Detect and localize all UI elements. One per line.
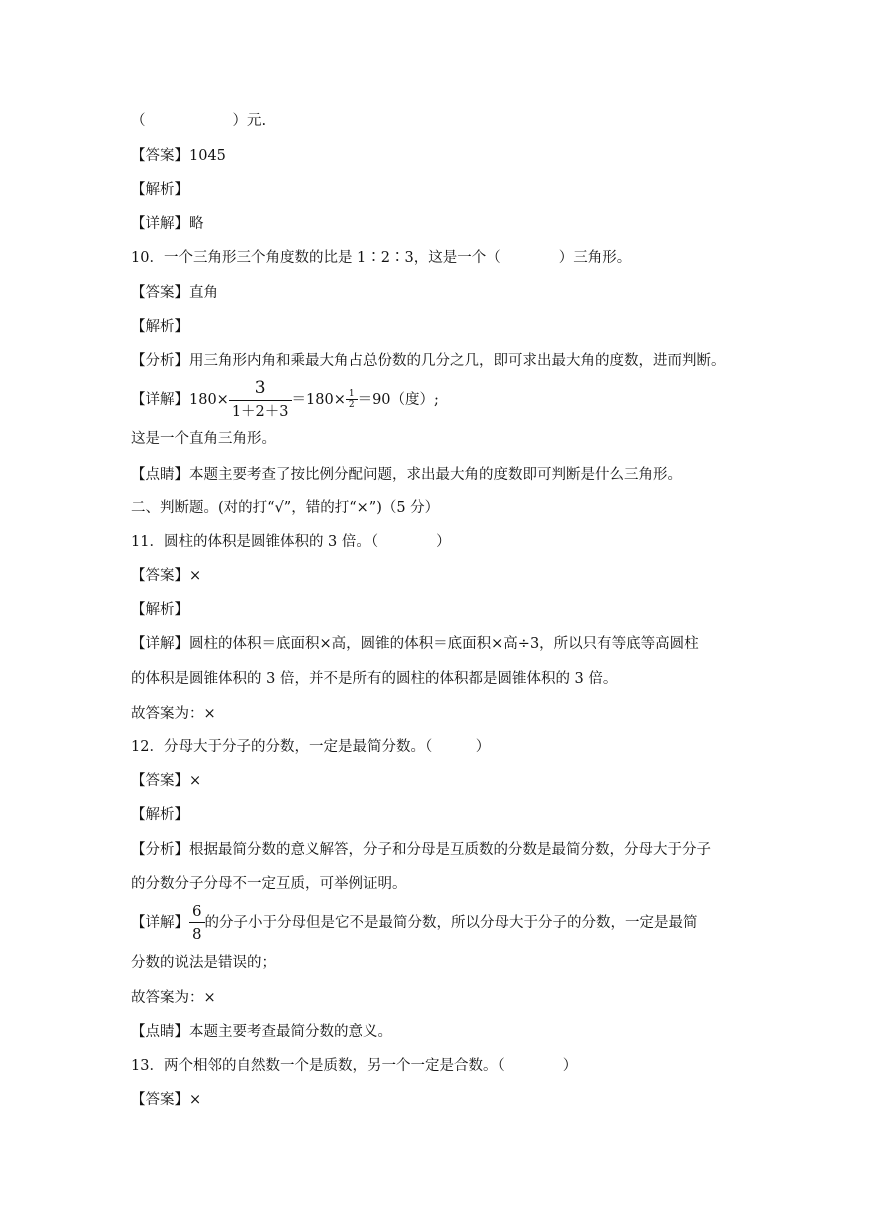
- fraction-six-eighths: [189, 904, 205, 942]
- q10-detail-formula: [131, 379, 439, 421]
- fraction-numerator: 6: [192, 902, 202, 920]
- q11-detail-line2: 的体积是圆锥体积的 3 倍，并不是所有的圆柱的体积都是圆锥体积的 3 倍。: [131, 671, 618, 687]
- fraction-numerator: 3: [254, 378, 266, 399]
- q10-detail-middle: ＝180×: [291, 392, 346, 408]
- q12-answer: 【答案】×: [131, 773, 202, 789]
- q9-answer: 【答案】1045: [131, 148, 226, 164]
- q9-blank-line: （ ）元.: [131, 113, 267, 129]
- q10-comment: 【点睛】本题主要考查了按比例分配问题，求出最大角的度数即可判断是什么三角形。: [131, 467, 682, 483]
- q10-analysis: 【分析】用三角形内角和乘最大角占总份数的几分之几，即可求出最大角的度数，进而判断。: [131, 353, 726, 369]
- fraction-denominator: 8: [189, 922, 205, 942]
- q10-question: 10．一个三角形三个角度数的比是 1∶2∶3，这是一个（ ）三角形。: [131, 250, 632, 266]
- q9-analysis-label: 【解析】: [131, 182, 189, 198]
- q12-question: 12．分母大于分子的分数，一定是最简分数。（ ）: [131, 739, 491, 755]
- q10-detail-result: ＝90（度）;: [357, 392, 439, 408]
- q11-detail-line1: 【详解】圆柱的体积＝底面积×高，圆锥的体积＝底面积×高÷3，所以只有等底等高圆柱: [131, 636, 699, 652]
- q12-detail-prefix: 【详解】: [131, 915, 189, 931]
- q11-answer: 【答案】×: [131, 568, 202, 584]
- q12-conclusion: 故答案为：×: [131, 990, 216, 1006]
- q12-comment: 【点睛】本题主要考查最简分数的意义。: [131, 1024, 392, 1040]
- q12-analysis-line2: 的分数分子分母不一定互质，可举例证明。: [131, 876, 407, 892]
- section-heading: 二、判断题。(对的打“√”，错的打“×”)（5 分）: [131, 500, 440, 516]
- q9-detail: 【详解】略: [131, 216, 204, 232]
- q13-answer: 【答案】×: [131, 1092, 202, 1108]
- q10-conclusion: 这是一个直角三角形。: [131, 431, 276, 447]
- q12-detail-line2: 分数的说法是错误的；: [131, 955, 276, 971]
- q12-analysis-label: 【解析】: [131, 807, 189, 823]
- q11-analysis-label: 【解析】: [131, 602, 189, 618]
- fraction-one-half: [346, 390, 358, 410]
- fraction-denominator: 1＋2＋3: [229, 400, 292, 420]
- q10-analysis-label: 【解析】: [131, 319, 189, 335]
- q10-detail-prefix: 【详解】180×: [131, 392, 229, 408]
- q11-conclusion: 故答案为：×: [131, 706, 216, 722]
- fraction-denominator: 2: [346, 399, 358, 410]
- fraction-3-over-sum: [229, 380, 292, 420]
- fraction-numerator: 1: [348, 389, 355, 399]
- q12-detail-text: 的分子小于分母但是它不是最简分数，所以分母大于分子的分数，一定是最简: [204, 915, 698, 931]
- q13-question: 13．两个相邻的自然数一个是质数，另一个一定是合数。（ ）: [131, 1058, 578, 1074]
- q12-analysis-line1: 【分析】根据最简分数的意义解答，分子和分母是互质数的分数是最简分数，分母大于分子: [131, 842, 711, 858]
- q12-detail-line1: [131, 902, 698, 944]
- q11-question: 11．圆柱的体积是圆锥体积的 3 倍。（ ）: [131, 534, 451, 550]
- q10-answer: 【答案】直角: [131, 285, 218, 301]
